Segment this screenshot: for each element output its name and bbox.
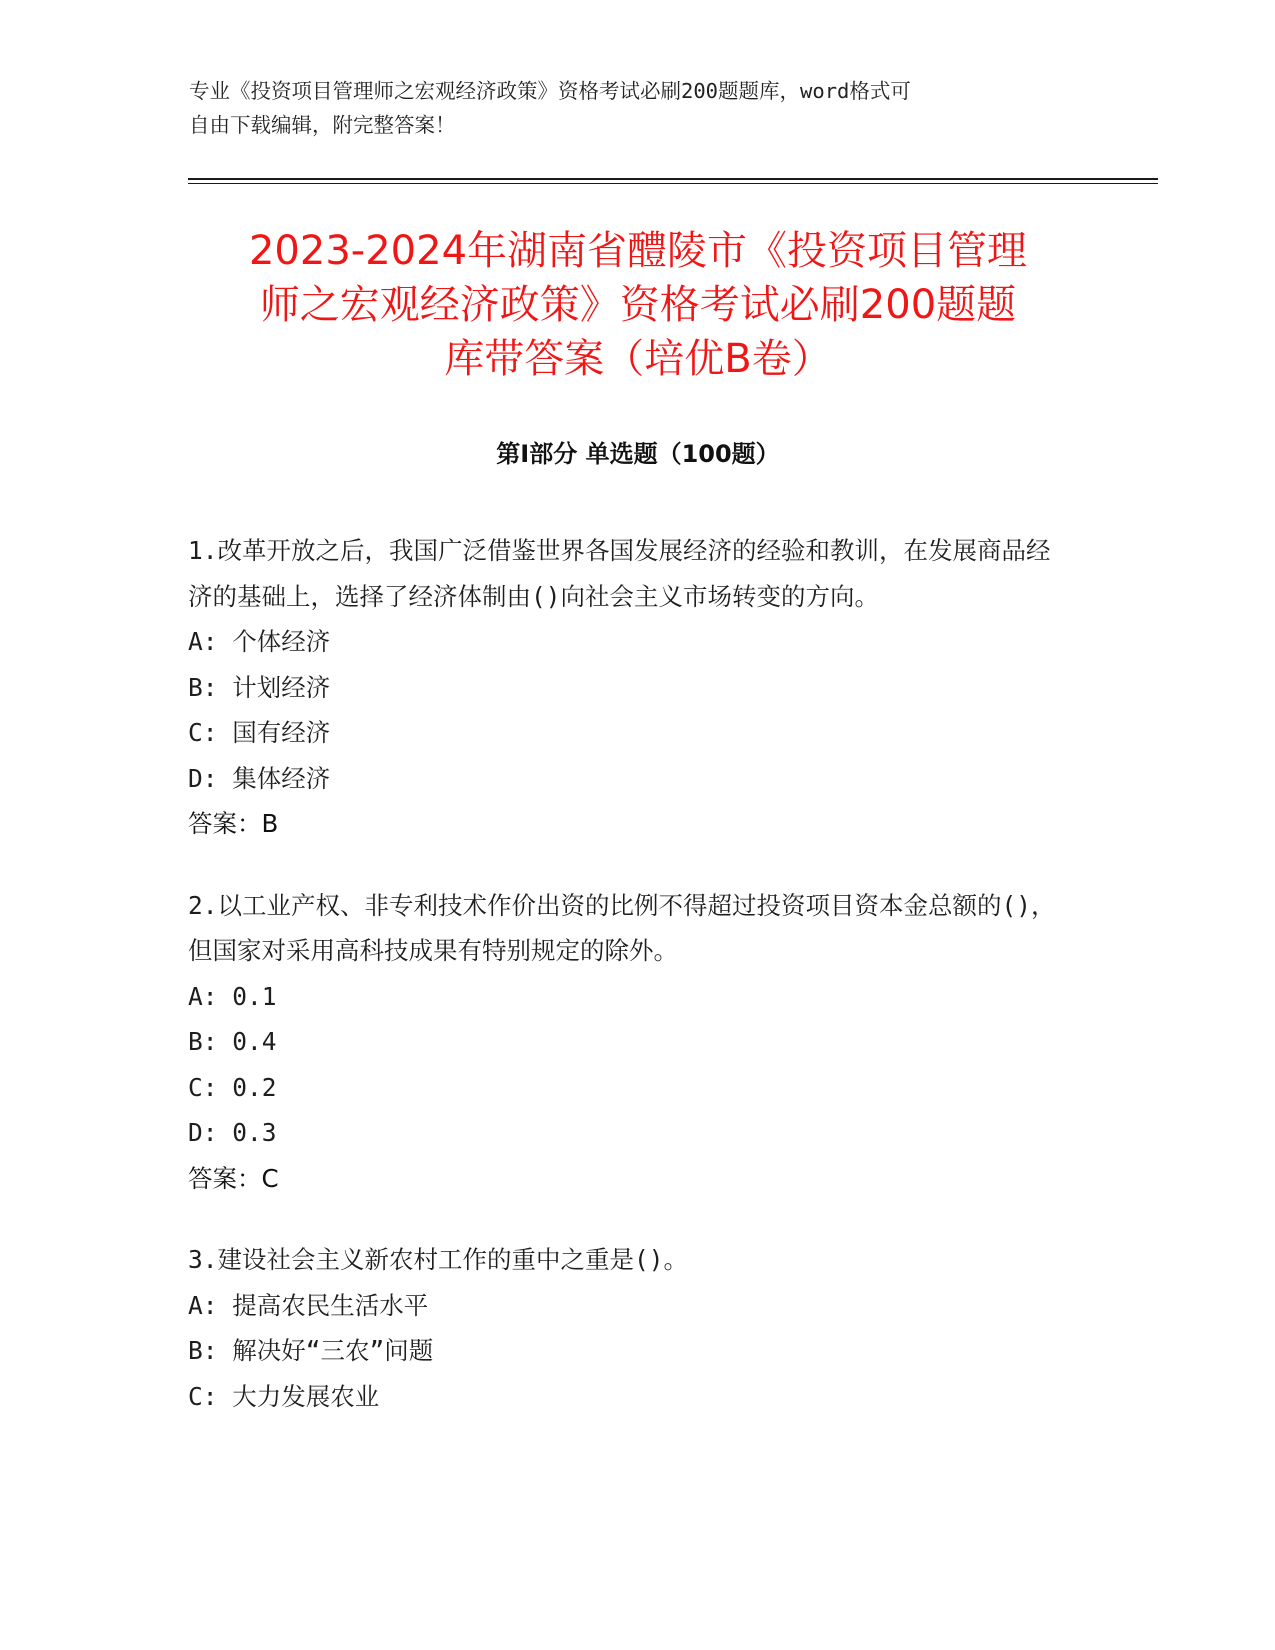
question-stem: 1.改革开放之后，我国广泛借鉴世界各国发展经济的经验和教训，在发展商品经济的基础上，选择了经济体制由()向社会主义市场转变的方向。 [188, 536, 1051, 611]
document-header-note [189, 74, 1089, 142]
question-option-c: C: 0.2 [188, 1072, 277, 1102]
header-divider-thick [188, 178, 1158, 180]
question-option-b: B: 解决好“三农”问题 [188, 1336, 434, 1365]
title-line-3: 库带答案（培优B卷） [444, 336, 832, 382]
question-stem: 2.以工业产权、非专利技术作价出资的比例不得超过投资项目资本金总额的()，但国家对采用高科技成果有特别规定的除外。 [188, 890, 1056, 965]
question-option-a: A: 个体经济 [188, 627, 331, 656]
title-line-1: 2023-2024年湖南省醴陵市《投资项目管理 [248, 228, 1028, 274]
question-1 [188, 528, 1068, 847]
question-2 [188, 883, 1068, 1202]
section-heading: 第Ⅰ部分 单选题（100题） [496, 440, 780, 468]
question-answer: 答案：C [188, 1163, 279, 1193]
question-option-d: D: 集体经济 [188, 763, 331, 793]
question-stem: 3.建设社会主义新农村工作的重中之重是()。 [188, 1245, 688, 1274]
question-option-d: D: 0.3 [188, 1118, 277, 1147]
question-option-a: A: 提高农民生活水平 [188, 1290, 429, 1320]
document-title [188, 224, 1088, 386]
question-list [188, 528, 1068, 1455]
header-divider-thin [188, 183, 1158, 184]
question-option-c: C: 国有经济 [188, 718, 331, 747]
question-answer: 答案：B [188, 809, 279, 838]
question-option-b: B: 0.4 [188, 1027, 277, 1056]
question-3 [188, 1237, 1068, 1419]
title-line-2: 师之宏观经济政策》资格考试必刷200题题 [259, 282, 1017, 328]
header-note-line2: 自由下载编辑，附完整答案！ [189, 113, 456, 137]
header-note-line1: 专业《投资项目管理师之宏观经济政策》资格考试必刷200题题库，word格式可 [189, 79, 911, 103]
question-option-c: C: 大力发展农业 [188, 1381, 380, 1411]
question-option-a: A: 0.1 [188, 981, 277, 1011]
question-option-b: B: 计划经济 [188, 672, 331, 702]
